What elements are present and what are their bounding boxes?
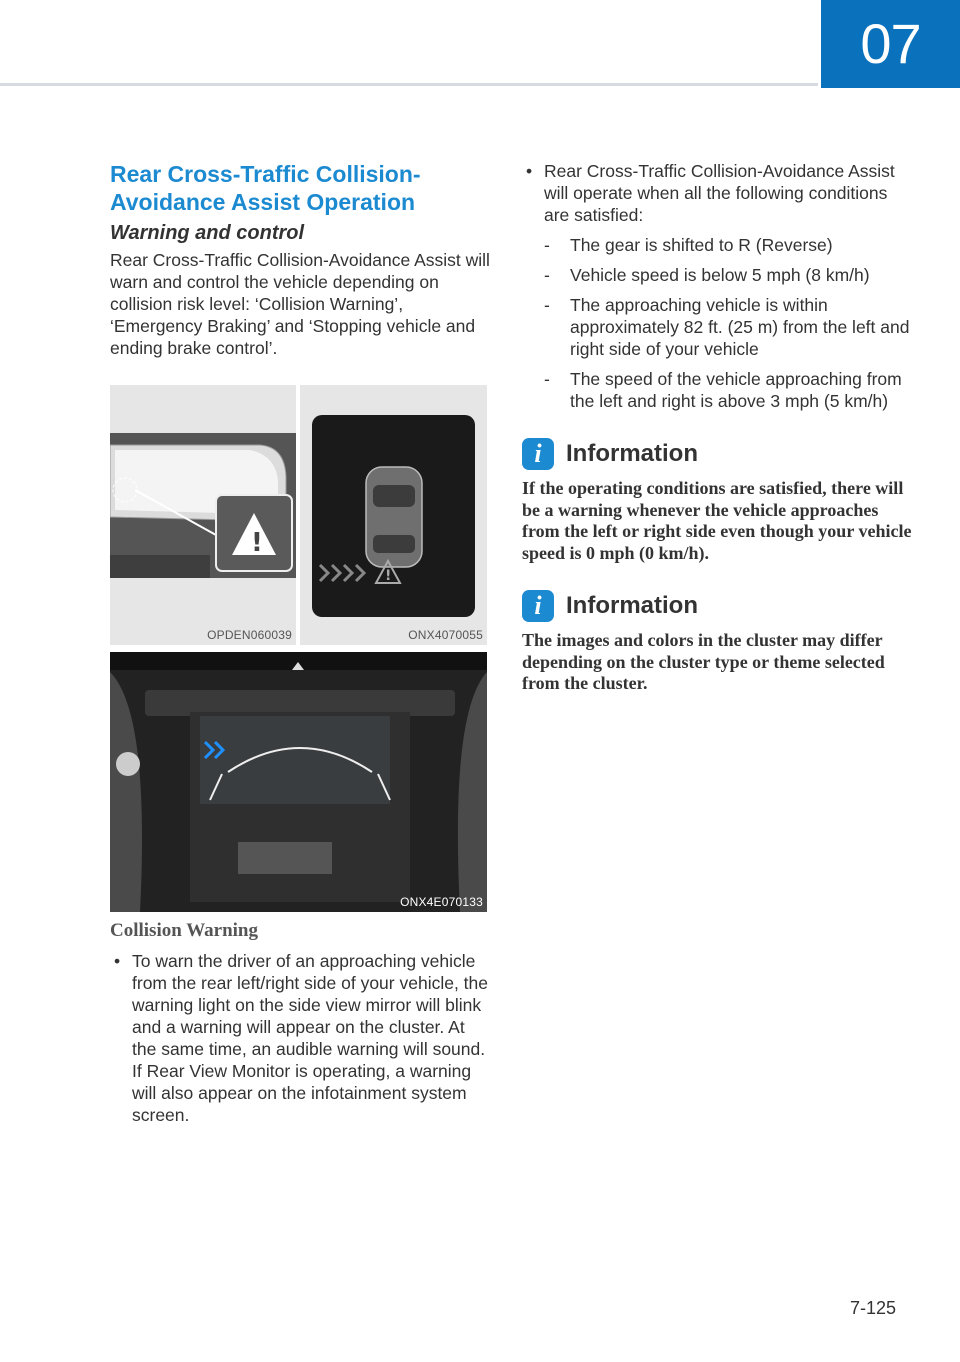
section-title: Rear Cross-Traffic Collision-Avoidance Assist Operation [110, 161, 421, 215]
conditions-bullet [522, 160, 912, 226]
subtitle: Warning and control [110, 222, 305, 244]
intro-paragraph: Rear Cross-Traffic Collision-Avoidance Assist will warn and control the vehicle depending on collision risk level: ‘Collision Warning’, ‘Emergency Braking’ and ‘Stopping vehicle and ending brake control’. [110, 250, 490, 358]
infotainment-figure [110, 652, 487, 912]
infotainment-illustration [110, 652, 487, 912]
info-title: Information [566, 440, 698, 467]
collision-warning-heading: Collision Warning [110, 920, 259, 941]
info-body: The images and colors in the cluster may differ depending on the cluster type or theme selected from the cluster. [522, 630, 885, 693]
info-body: If the operating conditions are satisfied, there will be a warning whenever the vehicle approaches from the left or right side even though your vehicle speed is 0 mph (0 km/h). [522, 478, 912, 563]
figure-code: OPDEN060039 [207, 628, 292, 642]
info-icon: i [522, 438, 554, 470]
cluster-illustration [300, 385, 487, 645]
info-title: Information [566, 592, 698, 619]
list-item: - The gear is shifted to R (Reverse) [544, 235, 833, 255]
list-item: - The speed of the vehicle approaching from the left and right is above 3 mph (5 km/h) [544, 369, 902, 411]
information-box [522, 438, 912, 564]
info-icon: i [522, 590, 554, 622]
header-rule [0, 83, 818, 86]
list-item: - The approaching vehicle is within approximately 82 ft. (25 m) from the left and right side of your vehicle [544, 295, 910, 359]
figure-code: ONX4070055 [408, 628, 483, 642]
bullet-dot: • [114, 951, 121, 971]
left-column [110, 160, 490, 359]
collision-bullet [110, 950, 488, 1126]
cluster-figure [300, 385, 487, 645]
collision-bullet-block [110, 950, 488, 1126]
conditions-list [522, 234, 912, 412]
figure-code: ONX4E070133 [400, 895, 483, 909]
bullet-dot: • [526, 161, 533, 181]
side-mirror-figure [110, 385, 296, 645]
side-mirror-illustration [110, 385, 296, 645]
svg-text:!: ! [385, 568, 392, 584]
figure-row [110, 385, 487, 645]
information-box [522, 590, 912, 695]
bullet-text: Rear Cross-Traffic Collision-Avoidance Assist will operate when all the following conditions are satisfied: [544, 161, 895, 225]
bullet-text: To warn the driver of an approaching vehicle from the rear left/right side of your vehicle, the warning light on the side view mirror will blink and a warning will appear on the cluster. At the same time, an audible warning will sound. If Rear View Monitor is operating, a warning will also appear on the infotainment system screen. [132, 951, 488, 1125]
svg-text:!: ! [251, 528, 263, 558]
list-item: - Vehicle speed is below 5 mph (8 km/h) [544, 265, 870, 285]
page-number: 7-125 [849, 1298, 896, 1318]
chapter-tab: 07 [821, 0, 960, 88]
right-column [522, 160, 912, 695]
